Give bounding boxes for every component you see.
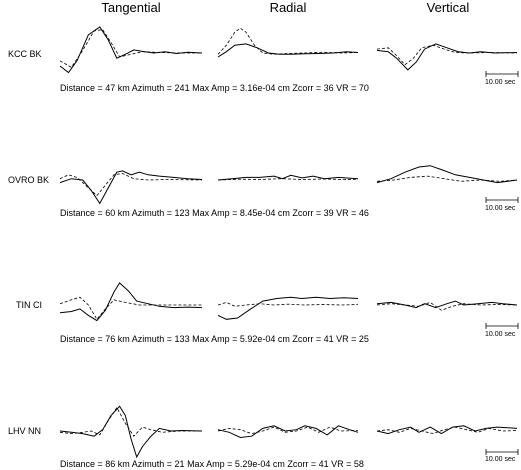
station-label: KCC BK xyxy=(8,49,42,59)
station-info: Distance = 47 km Azimuth = 241 Max Amp = 3.16e-04 cm Zcorr = 36 VR = 70 xyxy=(60,83,369,93)
time-scale-label: 10.00 sec xyxy=(485,331,516,338)
station-info: Distance = 76 km Azimuth = 133 Max Amp = 5.92e-04 cm Zcorr = 41 VR = 25 xyxy=(60,334,369,344)
time-scale-label: 10.00 sec xyxy=(485,79,516,86)
column-title-radial: Radial xyxy=(269,0,307,15)
station-info: Distance = 86 km Azimuth = 21 Max Amp = 5.29e-04 cm Zcorr = 41 VR = 58 xyxy=(60,459,364,469)
column-title-vertical: Vertical xyxy=(426,0,470,15)
time-scale-label: 10.00 sec xyxy=(485,456,516,463)
time-scale-label: 10.00 sec xyxy=(485,205,516,212)
column-title-tangential: Tangential xyxy=(101,0,161,15)
station-info: Distance = 60 km Azimuth = 123 Max Amp = 8.45e-04 cm Zcorr = 39 VR = 46 xyxy=(60,208,369,218)
station-label: LHV NN xyxy=(8,426,42,436)
station-label: TIN CI xyxy=(16,300,42,310)
station-label: OVRO BK xyxy=(8,175,50,185)
